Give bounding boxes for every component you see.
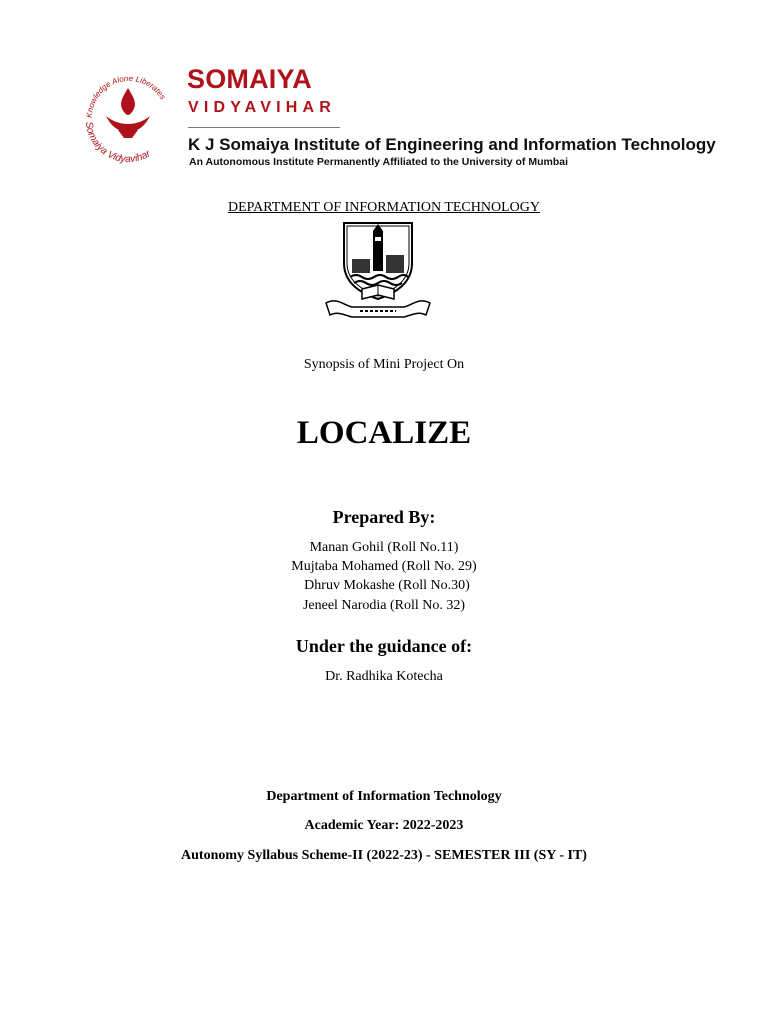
department-heading: [0, 200, 768, 216]
guide-name: Dr. Radhika Kotecha: [325, 669, 443, 684]
logo-motto-text: Knowledge Alone Liberates: [84, 73, 168, 119]
somaiya-logo: [78, 66, 178, 166]
flame-icon: [121, 88, 135, 115]
university-seal-icon: [322, 219, 434, 321]
brand-subtitle: VIDYAVIHAR: [188, 99, 337, 116]
affiliation-text: An Autonomous Institute Permanently Affiliated to the University of Mumbai: [189, 156, 568, 168]
team-member: Dhruv Mokashe (Roll No.30): [304, 578, 470, 593]
footer-academic-year: Academic Year: 2022-2023: [304, 818, 464, 833]
brand-name: SOMAIYA: [187, 64, 312, 94]
team-member: Mujtaba Mohamed (Roll No. 29): [291, 559, 477, 574]
project-title: LOCALIZE: [296, 415, 472, 451]
prepared-by-heading: Prepared By:: [332, 507, 436, 527]
footer-department: Department of Information Technology: [266, 789, 502, 804]
team-member: Manan Gohil (Roll No.11): [309, 540, 459, 555]
synopsis-line: Synopsis of Mini Project On: [303, 357, 465, 372]
institute-name: K J Somaiya Institute of Engineering and Information Technology: [188, 135, 716, 154]
department-heading-text: DEPARTMENT OF INFORMATION TECHNOLOGY: [228, 200, 540, 215]
guidance-heading: Under the guidance of:: [295, 636, 473, 656]
logo-name-text: Somaiya Vidyavihar: [82, 120, 153, 166]
footer-scheme: Autonomy Syllabus Scheme-II (2022-23) - SEMESTER III (SY - IT): [181, 848, 587, 863]
team-member: Jeneel Narodia (Roll No. 32): [302, 598, 466, 613]
lamp-icon: [106, 116, 150, 132]
header-divider: [188, 127, 340, 128]
